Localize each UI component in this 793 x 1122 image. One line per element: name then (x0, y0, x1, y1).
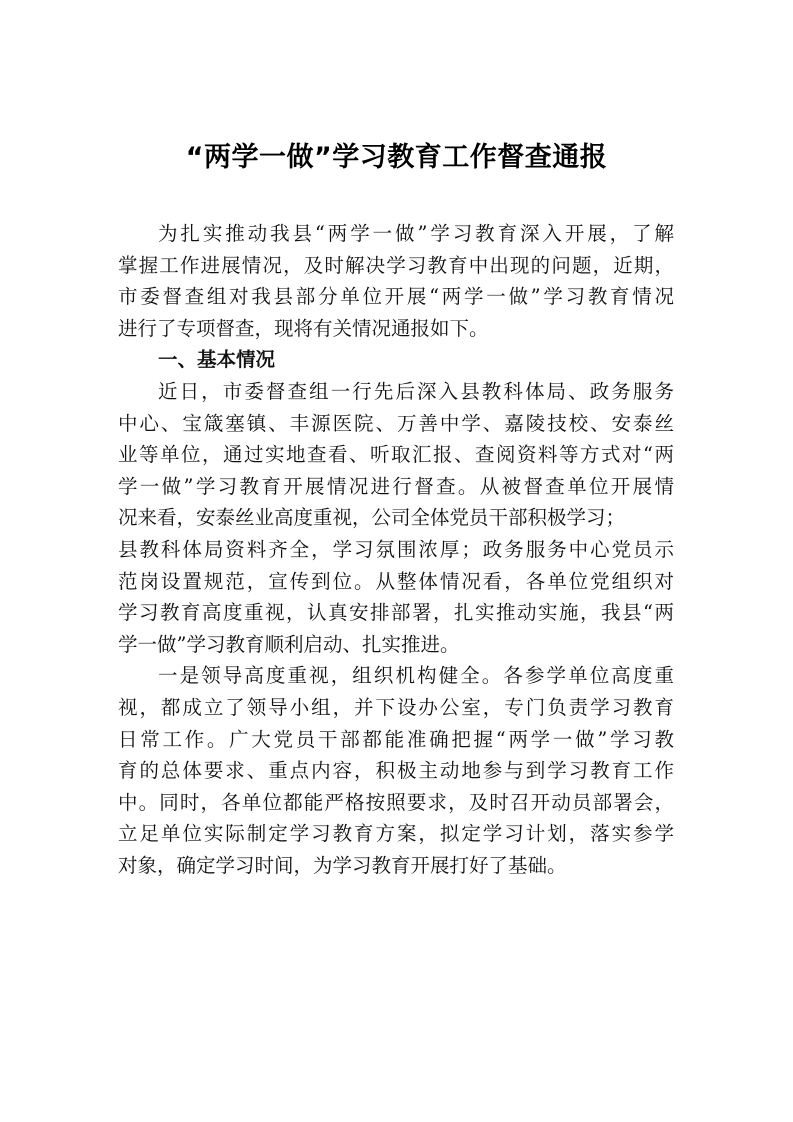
text-line: 掌握工作进展情况，及时解决学习教育中出现的问题，近期， (118, 253, 674, 277)
text-line: 学习教育高度重视，认真安排部署，扎实推动实施，我县“两 (118, 601, 674, 625)
section-heading-basic-situation (118, 344, 674, 376)
text-line: 对象，确定学习时间，为学习教育开展打好了基础。 (118, 853, 567, 877)
text-line: 进行了专项督查，现将有关情况通报如下。 (118, 316, 489, 340)
text-line: 况来看，安泰丝业高度重视，公司全体党员干部积极学习； (118, 506, 626, 530)
text-line: 中心、宝箴塞镇、丰源医院、万善中学、嘉陵技校、安泰丝 (118, 411, 674, 435)
text-line: 业等单位，通过实地查看、听取汇报、查阅资料等方式对“两 (118, 443, 674, 467)
text-line: 近日，市委督查组一行先后深入县教科体局、政务服务 (158, 379, 674, 403)
text-line: 日常工作。广大党员干部都能准确把握“两学一做”学习教 (118, 727, 674, 751)
text-line: 一是领导高度重视，组织机构健全。各参学单位高度重 (158, 664, 674, 688)
inspection-overview-paragraph (118, 376, 674, 660)
text-line: 中。同时，各单位都能严格按照要求，及时召开动员部署会， (118, 790, 674, 814)
section-heading: 一、基本情况 (158, 348, 276, 372)
text-line: 县教科体局资料齐全，学习氛围浓厚；政务服务中心党员示 (118, 537, 674, 561)
leadership-paragraph (118, 660, 674, 881)
text-line: 立足单位实际制定学习教育方案，拟定学习计划，落实参学 (118, 822, 674, 846)
text-line: 范岗设置规范，宣传到位。从整体情况看，各单位党组织对 (118, 569, 674, 593)
text-line: 市委督查组对我县部分单位开展“两学一做”学习教育情况 (118, 285, 674, 309)
document-title: “两学一做”学习教育工作督查通报 (185, 142, 608, 173)
intro-paragraph (118, 218, 674, 344)
text-line: 视，都成立了领导小组，并下设办公室，专门负责学习教育 (118, 695, 674, 719)
text-line: 育的总体要求、重点内容，积极主动地参与到学习教育工作 (118, 759, 674, 783)
text-line: 学一做”学习教育开展情况进行督查。从被督查单位开展情 (118, 474, 674, 498)
text-line: 学一做”学习教育顺利启动、扎实推进。 (118, 632, 460, 656)
document-body (118, 218, 674, 881)
text-line: 为扎实推动我县“两学一做”学习教育深入开展，了解 (158, 222, 674, 245)
